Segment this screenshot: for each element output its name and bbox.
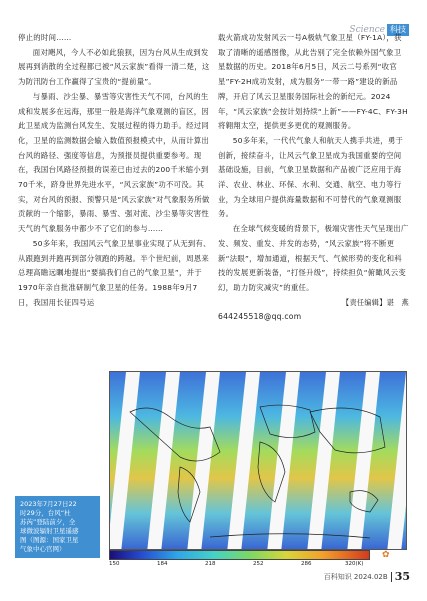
paragraph: 50多年来，一代代气象人和航天人携手共进，勇于创新，接续奋斗，让风云气象卫星成为我国重要的空间基础设施，目前，气象卫星数据和产品被广泛应用于海洋、农业、林业、环保、水利、交通、航空、电力等行业，为全球用户提供海量数据和不可替代的气象观测服务。 xyxy=(218,135,404,219)
paragraph: 载火箭成功发射风云一号A极轨气象卫星（FY-1A），获取了清晰的遥感图像，从此告别了完全依赖外国气象卫星数据的历史。2018年6月5日，风云二号系列“收官星”FY-2H成功发射，成为服务“一带一路”建设的新品牌，开启了风云卫星服务国际社会的新纪元。2024年，“风云家族”会按计划持续“上新”——FY-4C、FY-3H将翱翔太空，提供更多更优的观测服务。 xyxy=(218,33,408,131)
page-number: 35 xyxy=(394,570,410,583)
temperature-colorbar xyxy=(109,550,370,560)
paragraph: 50多年来，我国风云气象卫星事业实现了从无到有、从跟跑到并跑再到部分领跑的跨越。半个世纪前，周恩来总理高瞻远瞩地提出“要搞我们自己的气象卫星”，并于1970年亲自批准研制气象卫星的任务。1988年9月7日，我国用长征四号运 xyxy=(18,238,211,307)
paragraph: 面对飓风，今人不必如此狼狈，因为台风从生成到发展再到消散的全过程都已被“风云家族”看得一清二楚，这为防汛防台工作赢得了宝贵的“提前量”。 xyxy=(18,47,210,87)
caption-line: 气象中心官网） xyxy=(20,545,66,553)
right-column xyxy=(218,31,409,324)
colorbar-ticks xyxy=(109,561,370,569)
colorbar-tick: 286 xyxy=(301,561,312,567)
caption-line: 2023年7月27日22 xyxy=(20,500,77,508)
paragraph: 与暴雨、沙尘暴、暴雪等灾害性天气不同，台风的生成和发展多在远海，那里一般是海洋气象观测的盲区，因此卫星成为监测台风发生、发展过程的得力助手。经过同化，卫星的监测数据会输入数值预报模式中，从而计算出台风的路径、强度等信息，为预报员提供重要参考。现在，我国台风路径预报的误差已由过去的200千米缩小到70千米，跻身世界先进水平，“风云家族”功不可没。其实，对台风的预报、预警只是“风云家族”对气象服务所做贡献的一个缩影，暴雨、暴雪、强对流、沙尘暴等灾害性天气的气象服务中都少不了它们的参与…… xyxy=(18,91,210,234)
journal-issue: 百科知识 2024.02B xyxy=(323,572,388,581)
page-footer xyxy=(324,570,410,583)
left-column xyxy=(18,31,212,310)
editor-credit: 【责任编辑】谌 燕 xyxy=(342,297,409,307)
figure-caption xyxy=(15,496,100,558)
colorbar-tick: 150 xyxy=(109,561,120,567)
colorbar-tick: 252 xyxy=(253,561,264,567)
satellite-map-image xyxy=(109,371,407,550)
agency-logo-icon: ✿ xyxy=(382,550,390,560)
section-label-en: Science xyxy=(349,25,385,35)
caption-line: 球微波辐射卫星遥感 xyxy=(20,527,79,535)
section-label-zh: 科技 xyxy=(387,24,409,36)
paragraph: 停止的时间…… xyxy=(18,33,72,42)
caption-line: 图（图源：国家卫星 xyxy=(20,536,79,544)
colorbar-tick: 184 xyxy=(157,561,168,567)
footer-divider xyxy=(391,572,392,582)
caption-line: 时29分，台风“杜 xyxy=(20,509,71,517)
colorbar-tick: 320(K) xyxy=(345,561,364,567)
paragraph: 在全球气候变暖的背景下，极端灾害性天气呈现出广发、频发、重发、并发的态势，“风云家族”将不断更新“法眼”，增加通道，根据天气、气候形势的变化和科技的发展更新装备，“打怪升级”，持续担负“俯瞰风云变幻，助力防灾减灾”的重任。 xyxy=(218,224,409,292)
editor-email: 644245518@qq.com xyxy=(218,311,302,321)
caption-line: 苏芮”登陆前夕，全 xyxy=(20,518,76,526)
colorbar-tick: 218 xyxy=(205,561,216,567)
